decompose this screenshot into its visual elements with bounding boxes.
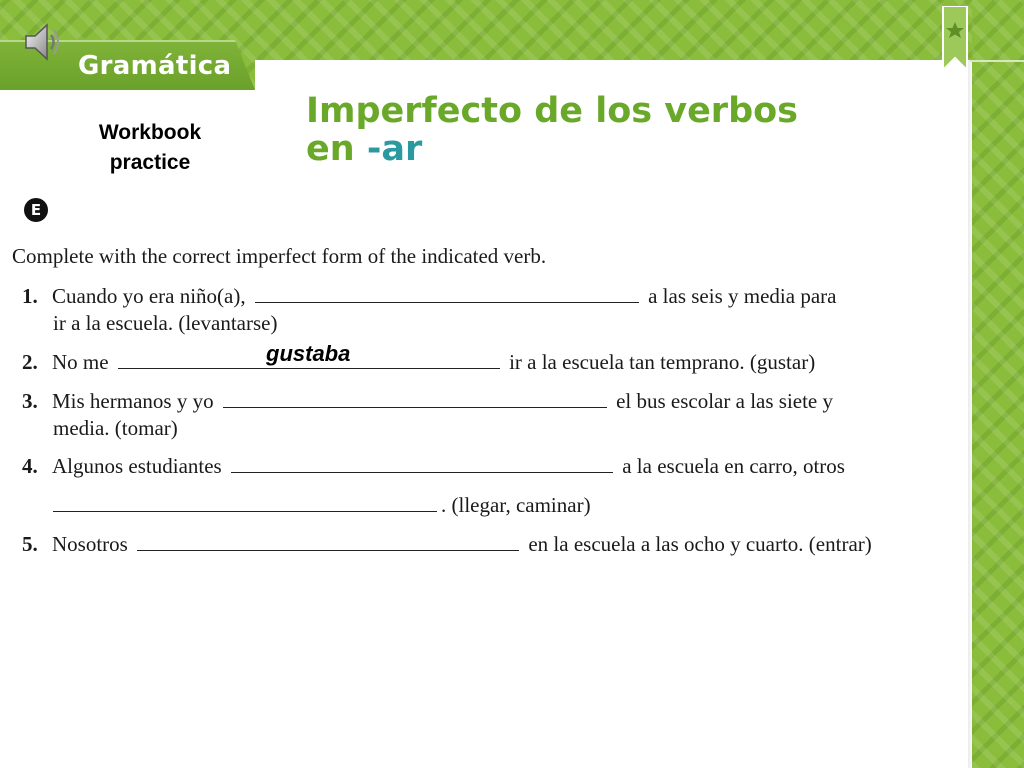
page-edge-line (970, 60, 1024, 62)
activity-badge: E (24, 198, 48, 222)
instructions: Complete with the correct imperfect form of the indicated verb. (12, 244, 547, 268)
exercise-item (22, 349, 815, 376)
answer-blank[interactable] (231, 454, 613, 473)
exercise-item (22, 531, 872, 558)
exercise-text-after: ir a la escuela tan temprano. (gustar) (509, 350, 816, 374)
exercise-number: 2. (22, 350, 38, 374)
answer-blank[interactable] (255, 284, 639, 303)
exercise-text-before: Cuando yo era niño(a), (52, 284, 246, 308)
page-shadow (968, 60, 974, 768)
exercise-item-continued (53, 492, 591, 519)
exercise-number: 3. (22, 389, 38, 413)
exercise-text-after: a la escuela en carro, otros (622, 454, 845, 478)
lesson-title-suffix: -ar (366, 129, 423, 169)
exercise-text-continued: media. (tomar) (53, 416, 178, 440)
page-top-edge (255, 60, 972, 92)
exercise-text-after: el bus escolar a las siete y (616, 389, 833, 413)
lesson-title (306, 92, 798, 168)
answer-blank[interactable] (223, 389, 607, 408)
lesson-title-prefix: en (306, 129, 367, 169)
lesson-title-line2 (306, 130, 798, 168)
exercise-item (22, 283, 836, 337)
exercise-text-before: Mis hermanos y yo (52, 389, 214, 413)
exercise-text-before: Algunos estudiantes (52, 454, 222, 478)
lesson-title-line1: Imperfecto de los verbos (306, 91, 798, 131)
exercise-number: 5. (22, 532, 38, 556)
exercise-number: 1. (22, 284, 38, 308)
exercise-text-before: No me (52, 350, 109, 374)
speaker-icon[interactable] (22, 20, 62, 64)
exercise-number: 4. (22, 454, 38, 478)
workbook-note (70, 118, 230, 178)
filled-answer: gustaba (266, 341, 351, 366)
exercise-text-after: . (llegar, caminar) (441, 493, 591, 517)
section-title: Gramática (78, 51, 232, 81)
exercise-item (22, 388, 833, 442)
exercise-text-continued: ir a la escuela. (levantarse) (53, 311, 278, 335)
exercise-text-after: en la escuela a las ocho y cuarto. (entrar) (528, 532, 872, 556)
answer-blank[interactable] (137, 532, 519, 551)
bookmark-ribbon-icon (940, 6, 970, 72)
exercise-item (22, 453, 845, 480)
workbook-note-line2: practice (109, 151, 191, 174)
exercise-text-before: Nosotros (52, 532, 128, 556)
workbook-note-line1: Workbook (98, 121, 202, 144)
exercise-text-after: a las seis y media para (648, 284, 837, 308)
answer-blank[interactable] (53, 493, 437, 512)
side-pattern-band (972, 0, 1024, 768)
